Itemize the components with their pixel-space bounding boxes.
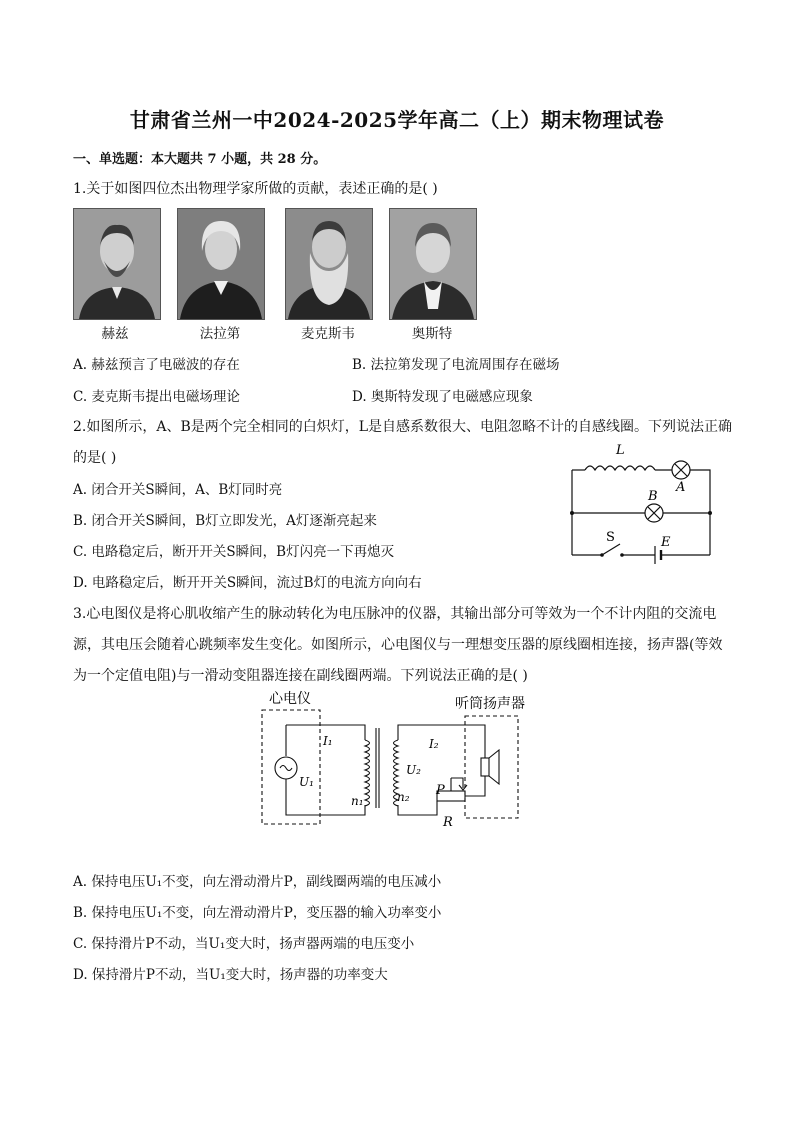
q3-label-n2: n₂ [397, 790, 410, 804]
q3-stem-line2: 源，其电压会随着心跳频率发生变化。如图所示，心电图仪与一理想变压器的原线圈相连接，扬声器(等效 [73, 637, 723, 653]
q3-label-i2: I₂ [429, 737, 439, 751]
portrait-faraday [177, 208, 265, 320]
portrait-hertz [73, 208, 161, 320]
q3-option-a[interactable]: A. 保持电压U₁不变，向左滑动滑片P，副线圈两端的电压减小 [73, 874, 442, 890]
q2-option-a[interactable]: A. 闭合开关S瞬间，A、B灯同时亮 [73, 482, 283, 498]
q3-label-n1: n₁ [351, 794, 364, 808]
q3-label-i1: I₁ [323, 734, 333, 748]
q2-label-a: A [676, 480, 686, 495]
q2-option-d[interactable]: D. 电路稳定后，断开开关S瞬间，流过B灯的电流方向向右 [73, 575, 422, 591]
q2-circuit-diagram [560, 440, 720, 565]
portrait-oersted [389, 208, 477, 320]
q2-label-e: E [661, 535, 671, 550]
caption-oersted: 奥斯特 [411, 326, 453, 342]
q3-label-r: R [443, 815, 453, 830]
q1-stem: 1.关于如图四位杰出物理学家所做的贡献，表述正确的是( ) [73, 181, 438, 197]
caption-hertz: 赫兹 [101, 326, 129, 342]
q1-option-c[interactable]: C. 麦克斯韦提出电磁场理论 [73, 389, 240, 405]
portrait-maxwell [285, 208, 373, 320]
q3-stem-line3: 为一个定值电阻)与一滑动变阻器连接在副线圈两端。下列说法正确的是( ) [73, 668, 528, 684]
page-title: 甘肃省兰州一中2024-2025学年高二（上）期末物理试卷 [129, 108, 665, 132]
section-heading: 一、单选题：本大题共 7 小题，共 28 分。 [73, 152, 327, 167]
q3-label-speaker: 听筒扬声器 [455, 696, 525, 712]
q1-option-a[interactable]: A. 赫兹预言了电磁波的存在 [73, 357, 240, 373]
caption-faraday: 法拉第 [199, 326, 241, 342]
q2-label-b: B [648, 489, 658, 504]
q3-option-b[interactable]: B. 保持电压U₁不变，向左滑动滑片P，变压器的输入功率变小 [73, 905, 442, 921]
q3-label-ecg: 心电仪 [269, 691, 311, 707]
q2-option-c[interactable]: C. 电路稳定后，断开开关S瞬间，B灯闪亮一下再熄灭 [73, 544, 395, 560]
q2-stem-line1: 2.如图所示，A、B是两个完全相同的白炽灯，L是自感系数很大、电阻忽略不计的自感线圈。下列说法正确 [73, 419, 733, 435]
q3-transformer-diagram [255, 688, 540, 833]
q3-option-d[interactable]: D. 保持滑片P不动，当U₁变大时，扬声器的功率变大 [73, 967, 388, 983]
q3-label-u1: U₁ [299, 775, 314, 789]
caption-maxwell: 麦克斯韦 [301, 326, 355, 342]
q3-option-c[interactable]: C. 保持滑片P不动，当U₁变大时，扬声器两端的电压变小 [73, 936, 415, 952]
q1-option-b[interactable]: B. 法拉第发现了电流周围存在磁场 [352, 357, 560, 373]
q2-label-s: S [606, 530, 615, 545]
q2-label-l: L [616, 443, 625, 458]
q1-option-d[interactable]: D. 奥斯特发现了电磁感应现象 [352, 389, 533, 405]
q3-label-u2: U₂ [406, 763, 421, 777]
q2-option-b[interactable]: B. 闭合开关S瞬间，B灯立即发光，A灯逐渐亮起来 [73, 513, 377, 529]
q3-stem-line1: 3.心电图仪是将心肌收缩产生的脉动转化为电压脉冲的仪器，其输出部分可等效为一个不计内阻的交流电 [73, 606, 717, 622]
q3-label-p: P [436, 783, 445, 798]
q2-stem-line2: 的是( ) [73, 450, 117, 466]
